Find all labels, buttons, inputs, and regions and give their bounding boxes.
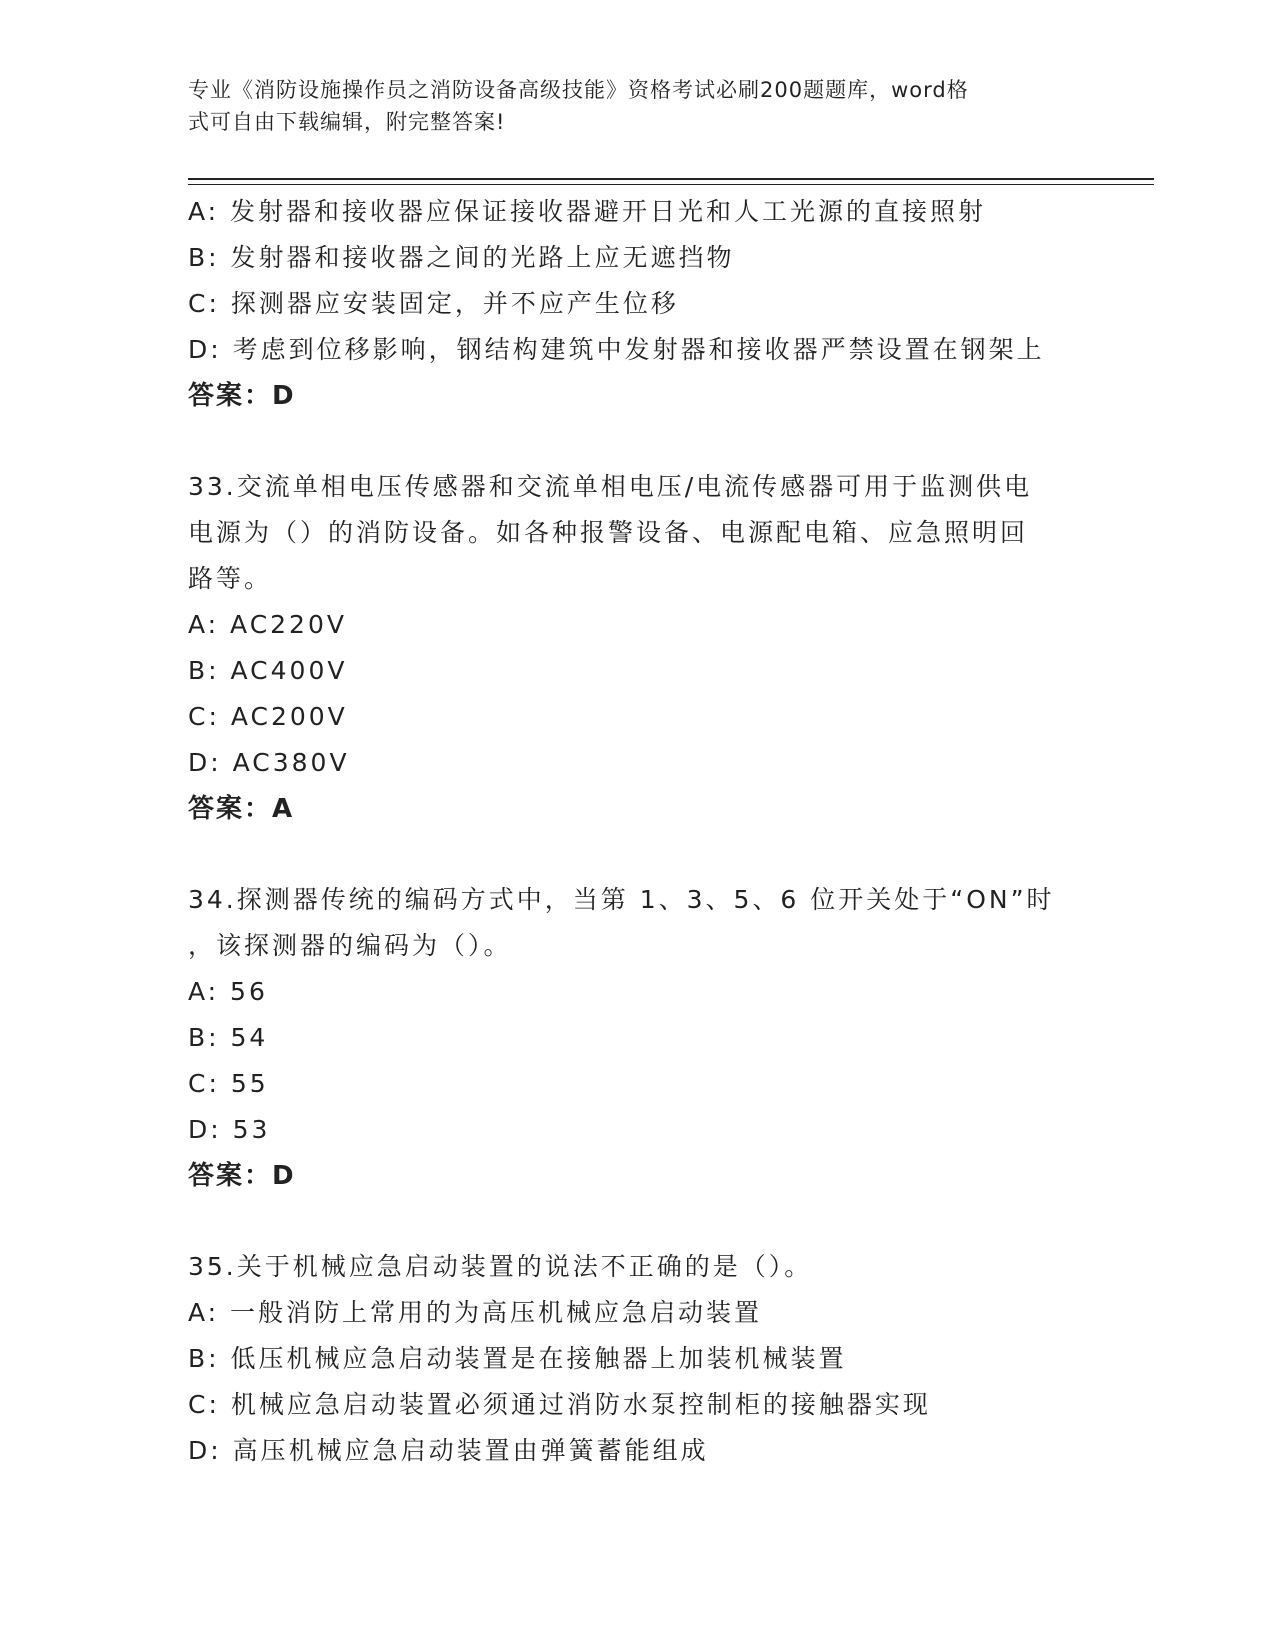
option-b: B: 54 [188,1023,269,1052]
question-stem-line: 33.交流单相电压传感器和交流单相电压/电流传感器可用于监测供电 [188,472,1033,501]
option-d: D: 考虑到位移影响，钢结构建筑中发射器和接收器严禁设置在钢架上 [188,335,1045,364]
spacer [188,419,1118,464]
option-d: D: 高压机械应急启动装置由弹簧蓄能组成 [188,1436,709,1465]
option-c: C: 机械应急启动装置必须通过消防水泵控制柜的接触器实现 [188,1390,931,1419]
option-a: A: 发射器和接收器应保证接收器避开日光和人工光源的直接照射 [188,197,987,226]
question-32 [188,189,1118,419]
option-c: C: 55 [188,1069,269,1098]
header-line-2: 式可自由下载编辑，附完整答案! [188,110,506,134]
question-35 [188,1244,1118,1474]
spacer [188,832,1118,877]
answer-label: 答案：D [188,381,296,411]
option-a: A: AC220V [188,610,347,639]
option-a: A: 一般消防上常用的为高压机械应急启动装置 [188,1298,763,1327]
answer-label: 答案：A [188,794,295,824]
header-line-1: 专业《消防设施操作员之消防设备高级技能》资格考试必刷200题题库，word格 [188,78,969,102]
option-a: A: 56 [188,977,268,1006]
option-d: D: 53 [188,1115,271,1144]
answer-label: 答案：D [188,1161,296,1191]
question-stem-line: 35.关于机械应急启动装置的说法不正确的是（）。 [188,1252,813,1281]
question-stem-line: 34.探测器传统的编码方式中，当第 1、3、5、6 位开关处于“ON”时 [188,885,1055,914]
question-34 [188,877,1118,1199]
header-divider-thick [188,178,1154,180]
option-b: B: 发射器和接收器之间的光路上应无遮挡物 [188,243,735,272]
option-d: D: AC380V [188,748,350,777]
option-c: C: 探测器应安装固定，并不应产生位移 [188,289,679,318]
option-b: B: 低压机械应急启动装置是在接触器上加装机械装置 [188,1344,847,1373]
question-stem-line: 路等。 [188,564,273,593]
option-c: C: AC200V [188,702,348,731]
option-b: B: AC400V [188,656,348,685]
page-header [188,74,1068,138]
question-list [188,189,1118,1474]
spacer [188,1199,1118,1244]
header-divider-thin [188,184,1154,185]
question-stem-line: 电源为（）的消防设备。如各种报警设备、电源配电箱、应急照明回 [188,518,1029,547]
question-33 [188,464,1118,832]
question-stem-line: ，该探测器的编码为（）。 [188,931,512,960]
